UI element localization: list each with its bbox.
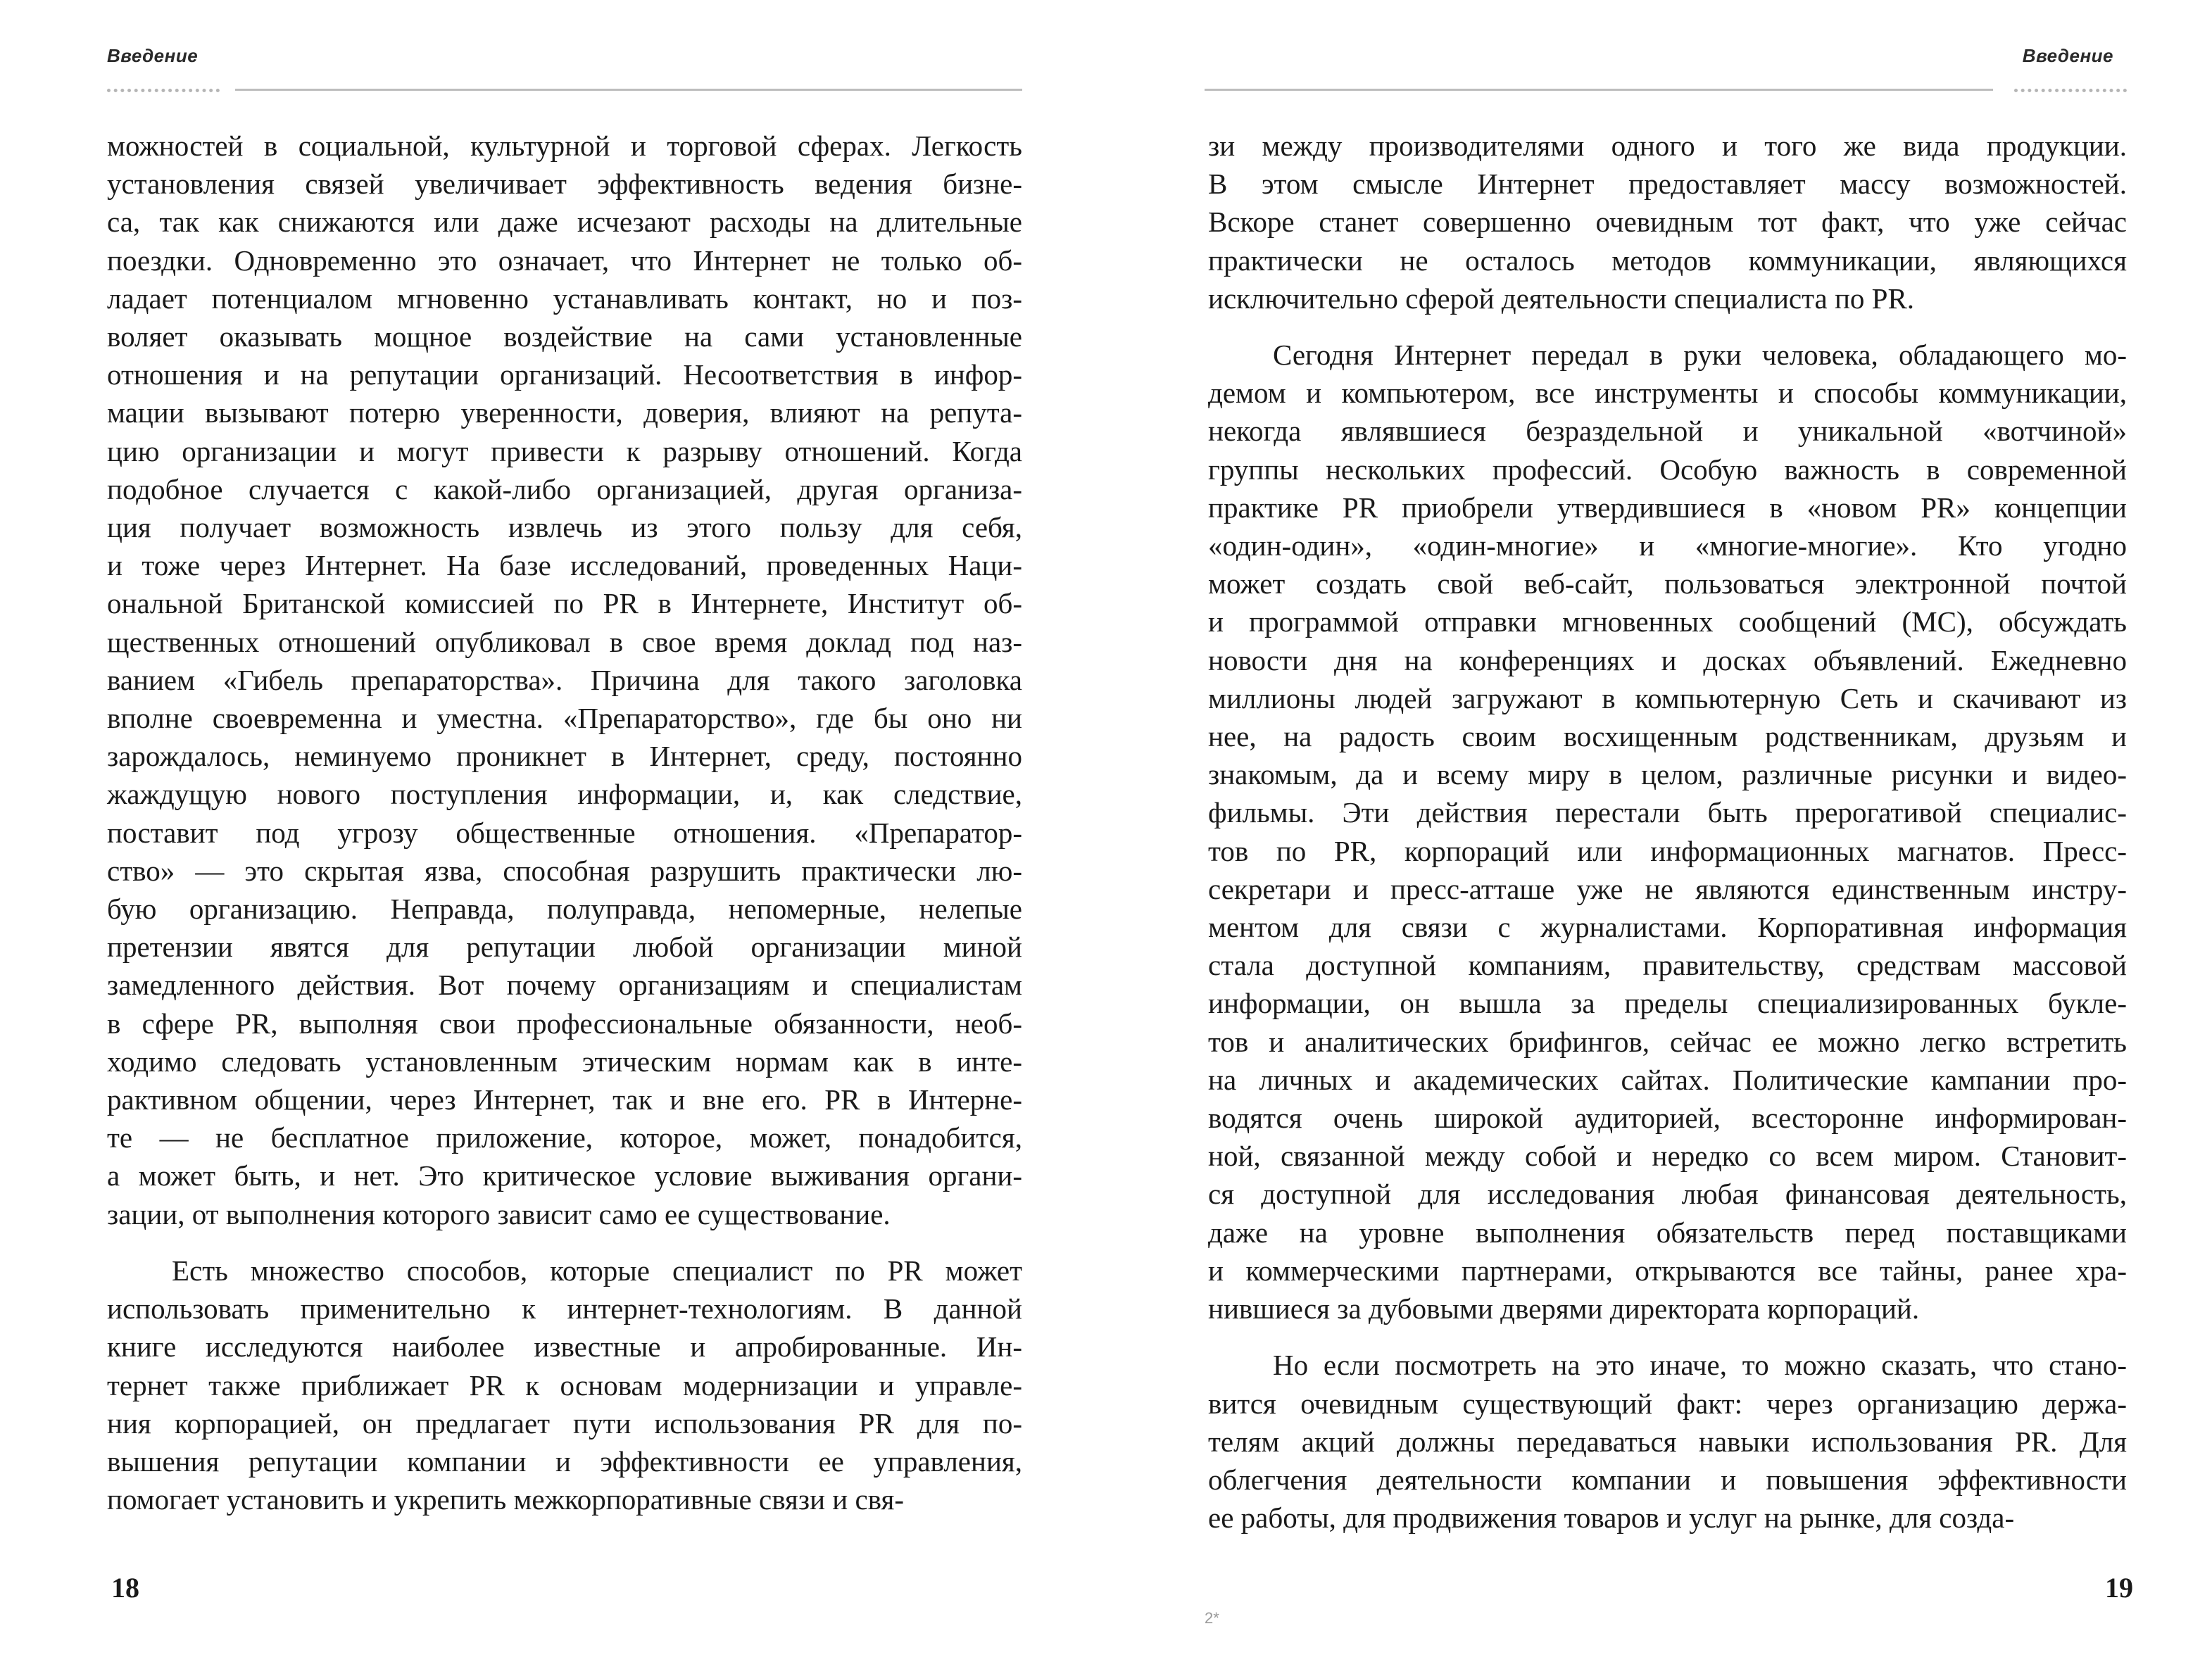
text-line: Вскоре станет совершенно очевидным тот факт, что уже сейчас (1208, 206, 2127, 239)
text-line: Сегодня Интернет передал в руки человека, обладающего мо- (1273, 339, 2127, 372)
text-line: са, так как снижаются или даже исчезают расходы на длительные (107, 206, 1022, 239)
text-line: ладает потенциалом мгновенно устанавливать контакт, но и поз- (107, 282, 1022, 315)
paragraph-gap (1208, 1328, 2127, 1346)
text-line: поставит под угрозу общественные отношения. «Препаратор- (107, 816, 1022, 849)
text-line: телям акций должны передаваться навыки использования PR. Для (1208, 1425, 2127, 1458)
text-line: помогает установить и укрепить межкорпоративные связи и свя- (107, 1483, 904, 1516)
text-line: ее работы, для продвижения товаров и услуг на рынке, для созда- (1208, 1501, 2015, 1535)
text-line: на личных и академических сайтах. Политические кампании про- (1208, 1063, 2127, 1096)
page-number: 18 (111, 1572, 139, 1604)
text-line: воляет оказывать мощное воздействие на сами установленные (107, 320, 1022, 353)
text-line: практике PR приобрели утвердившиеся в «новом PR» концепции (1208, 491, 2127, 524)
text-line: щественных отношений опубликовал в свое время доклад под наз- (107, 625, 1022, 658)
running-head: Введение (2022, 45, 2113, 66)
text-line: ванием «Гибель препараторства». Причина для такого заголовка (107, 663, 1022, 696)
text-line: стала доступной компаниям, правительству, средствам массовой (1208, 949, 2127, 982)
text-line: ментом для связи с журналистами. Корпоративная информация (1208, 911, 2127, 944)
text-line: фильмы. Эти действия перестали быть прерогативой специалис- (1208, 796, 2127, 829)
text-line: зарождалось, неминуемо проникнет в Интернет, среду, постоянно (107, 740, 1022, 773)
text-line: практически не осталось методов коммуникации, являющихся (1208, 244, 2127, 277)
text-line: зации, от выполнения которого зависит само ее существование. (107, 1197, 891, 1230)
text-line: исключительно сферой деятельности специалиста по PR. (1208, 282, 1915, 315)
text-line: бую организацию. Неправда, полуправда, непомерные, нелепые (107, 893, 1022, 926)
text-line: водятся очень широкой аудиторией, всесторонне информирован- (1208, 1102, 2127, 1135)
paragraph (107, 127, 1022, 1233)
text-line: мации вызывают потерю уверенности, доверия, влияют на репута- (107, 396, 1022, 429)
text-line: и тоже через Интернет. На базе исследований, проведенных Наци- (107, 549, 1022, 582)
text-line: тов и аналитических брифингов, сейчас ее можно легко встретить (1208, 1025, 2127, 1058)
text-line: те — не бесплатное приложение, которое, может, понадобится, (107, 1121, 1022, 1154)
text-line: тов по PR, корпораций или информационных магнатов. Пресс- (1208, 834, 2127, 867)
paragraph (1208, 1346, 2127, 1537)
text-line: нее, на радость своим восхищенным родственникам, друзьям и (1208, 720, 2127, 753)
text-line: В этом смысле Интернет предоставляет массу возможностей. (1208, 168, 2127, 201)
text-line: а может быть, и нет. Это критическое условие выживания органи- (107, 1159, 1022, 1192)
text-line: и программой отправки мгновенных сообщений (МС), обсуждать (1208, 605, 2127, 638)
text-line: демом и компьютером, все инструменты и способы коммуникации, (1208, 377, 2127, 410)
text-line: и коммерческими партнерами, открываются все тайны, ранее хра- (1208, 1254, 2127, 1287)
text-line: рактивном общении, через Интернет, так и вне его. PR в Интерне- (107, 1083, 1022, 1116)
text-line: жаждущую нового поступления информации, и, как следствие, (107, 778, 1022, 811)
text-line: вышения репутации компании и эффективности ее управления, (107, 1444, 1022, 1478)
header-dotted-rule (107, 89, 220, 92)
header-rule (1205, 89, 1993, 91)
text-line: ния корпорацией, он предлагает пути использования PR для по- (107, 1406, 1022, 1440)
text-line: установления связей увеличивает эффективность ведения бизне- (107, 168, 1022, 201)
text-line: «один-один», «один-многие» и «многие-многие». Кто угодно (1208, 529, 2127, 562)
text-line: замедленного действия. Вот почему организациям и специалистам (107, 969, 1022, 1002)
text-line: облегчения деятельности компании и повышения эффективности (1208, 1463, 2127, 1496)
text-line: книге исследуются наиболее известные и апробированные. Ин- (107, 1330, 1022, 1363)
text-line: подобное случается с какой-либо организацией, другая организа- (107, 472, 1022, 505)
text-line: поездки. Одновременно это означает, что Интернет не только об- (107, 244, 1022, 277)
text-line: ональной Британской комиссией по PR в Интернете, Институт об- (107, 587, 1022, 620)
text-line: цию организации и могут привести к разрыву отношений. Когда (107, 434, 1022, 467)
text-line: в сфере PR, выполняя свои профессиональные обязанности, необ- (107, 1007, 1022, 1040)
text-line: ходимо следовать установленным этическим нормам как в инте- (107, 1045, 1022, 1078)
text-line: зи между производителями одного и того же вида продукции. (1208, 130, 2127, 162)
text-line: новости дня на конференциях и досках объявлений. Ежедневно (1208, 643, 2127, 676)
body-text (107, 127, 1022, 1518)
text-line: нившиеся за дубовыми дверями директората корпораций. (1208, 1292, 1920, 1325)
signature-mark: 2* (1205, 1609, 1219, 1627)
paragraph (1208, 336, 2127, 1328)
text-line: миллионы людей загружают в компьютерную Сеть и скачивают из (1208, 681, 2127, 714)
text-line: ной, связанной между собой и нередко со всем миром. Становит- (1208, 1140, 2127, 1173)
paragraph-gap (1208, 317, 2127, 336)
header-rule (235, 89, 1022, 91)
text-line: некогда являвшиеся безраздельной и уникальной «вотчиной» (1208, 415, 2127, 448)
text-line: ция получает возможность извлечь из этого пользу для себя, (107, 511, 1022, 544)
text-line: использовать применительно к интернет-технологиям. В данной (107, 1292, 1022, 1325)
text-line: можностей в социальной, культурной и торговой сферах. Легкость (107, 130, 1022, 162)
text-line: тернет также приближает PR к основам модернизации и управле- (107, 1368, 1022, 1402)
text-line: претензии явятся для репутации любой организации миной (107, 931, 1022, 964)
text-line: отношения и на репутации организаций. Несоответствия в инфор- (107, 358, 1022, 391)
text-line: вится очевидным существующий факт: через организацию держа- (1208, 1387, 2127, 1420)
text-line: ся доступной для исследования любая финансовая деятельность, (1208, 1178, 2127, 1211)
running-head: Введение (107, 45, 199, 66)
text-line: знакомым, да и всему миру в целом, различные рисунки и видео- (1208, 758, 2127, 791)
text-line: информации, он вышла за пределы специализированных букле- (1208, 987, 2127, 1020)
paragraph (1208, 127, 2127, 317)
text-line: Есть множество способов, которые специалист по PR может (172, 1254, 1022, 1287)
page-number: 19 (2105, 1572, 2133, 1604)
text-line: даже на уровне выполнения обязательств перед поставщиками (1208, 1216, 2127, 1249)
text-line: ство» — это скрытая язва, способная разрушить практически лю- (107, 854, 1022, 887)
text-line: секретари и пресс-атташе уже не являются единственным инстру- (1208, 872, 2127, 905)
right-page (1106, 0, 2212, 1669)
text-line: может создать свой веб-сайт, пользоваться электронной почтой (1208, 567, 2127, 600)
text-line: Но если посмотреть на это иначе, то можно сказать, что стано- (1273, 1349, 2127, 1382)
paragraph-gap (107, 1233, 1022, 1252)
header-dotted-rule (2014, 89, 2127, 92)
paragraph (107, 1252, 1022, 1518)
text-line: вполне своевременна и уместна. «Препараторство», где бы оно ни (107, 702, 1022, 735)
body-text (1208, 127, 2127, 1537)
text-line: группы нескольких профессий. Особую важность в современной (1208, 453, 2127, 486)
